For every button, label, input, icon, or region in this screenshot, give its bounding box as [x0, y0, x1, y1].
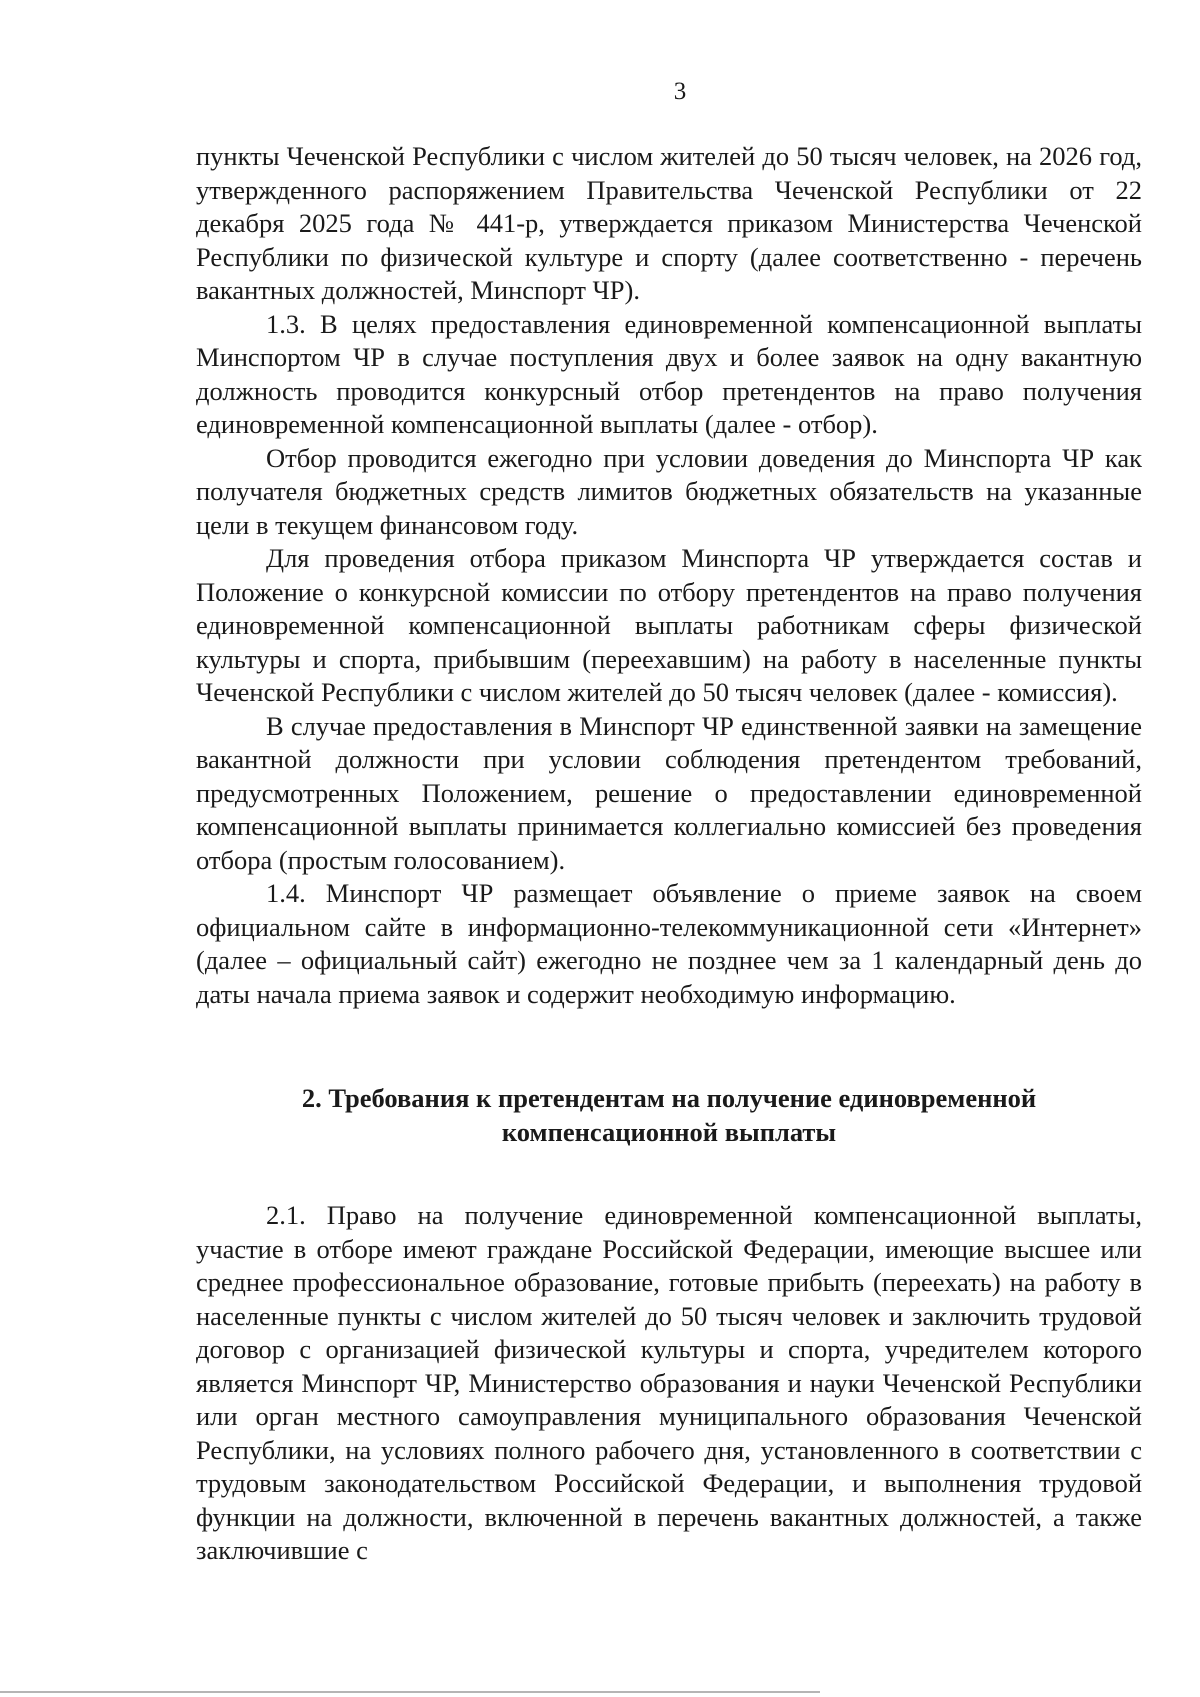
paragraph-continuation: пункты Чеченской Республики с числом жителей до 50 тысяч человек, на 2026 год, утвержденного распоряжением Правительства Чеченской Республики от 22 декабря 2025 года № 441-р, утверждается приказом Министерства Чеченской Республики по физической культуре и спорту (далее соответственно - перечень вакантных должностей, Минспорт ЧР). — [196, 141, 1142, 305]
paragraph-2-1: 2.1. Право на получение единовременной компенсационной выплаты, участие в отборе имеют граждане Российской Федерации, имеющие высшее или среднее профессиональное образование, готовые прибыть (переехать) на работу в населенные пункты с числом жителей до 50 тысяч человек и заключить трудовой договор с организацией физической культуры и спорта, учредителем которого является Минспорт ЧР, Министерство образования и науки Чеченской Республики или орган местного самоуправления муниципального образования Чеченской Республики, на условиях полного рабочего дня, установленного в соответствии с трудовым законодательством Российской Федерации, и выполнения трудовой функции на должности, включенной в перечень вакантных должностей, а также заключившие с — [196, 1200, 1142, 1565]
paragraph-1-3: 1.3. В целях предоставления единовременной компенсационной выплаты Минспортом ЧР в случае поступления двух и более заявок на одну вакантную должность проводится конкурсный отбор претендентов на право получения единовременной компенсационной выплаты (далее - отбор). — [196, 308, 1142, 439]
section-heading — [196, 1081, 1142, 1149]
paragraph-commission: Для проведения отбора приказом Минспорта ЧР утверждается состав и Положение о конкурсной комиссии по отбору претендентов на право получения единовременной компенсационной выплаты работникам сферы физической культуры и спорта, прибывшим (переехавшим) на работу в населенные пункты Чеченской Республики с числом жителей до 50 тысяч человек (далее - комиссия). — [196, 543, 1142, 707]
section-heading-line-2: компенсационной выплаты — [501, 1117, 837, 1147]
section-heading-line-1: 2. Требования к претендентам на получение единовременной — [301, 1083, 1037, 1113]
paragraph-single-application: В случае предоставления в Минспорт ЧР единственной заявки на замещение вакантной должности при условии соблюдения претендентом требований, предусмотренных Положением, решение о предоставлении единовременной компенсационной выплаты принимается коллегиально комиссией без проведения отбора (простым голосованием). — [196, 710, 1142, 875]
bottom-scan-rule — [0, 1691, 820, 1693]
paragraph-1-4: 1.4. Минспорт ЧР размещает объявление о приеме заявок на своем официальном сайте в информационно-телекоммуникационной сети «Интернет» (далее – официальный сайт) ежегодно не позднее чем за 1 календарный день до даты начала приема заявок и содержит необходимую информацию. — [196, 878, 1142, 1009]
paragraph-selection-annual: Отбор проводится ежегодно при условии доведения до Минспорта ЧР как получателя бюджетных средств лимитов бюджетных обязательств на указанные цели в текущем финансовом году. — [196, 442, 1142, 540]
page-number: 3 — [673, 78, 687, 105]
document-body — [196, 140, 1142, 1568]
